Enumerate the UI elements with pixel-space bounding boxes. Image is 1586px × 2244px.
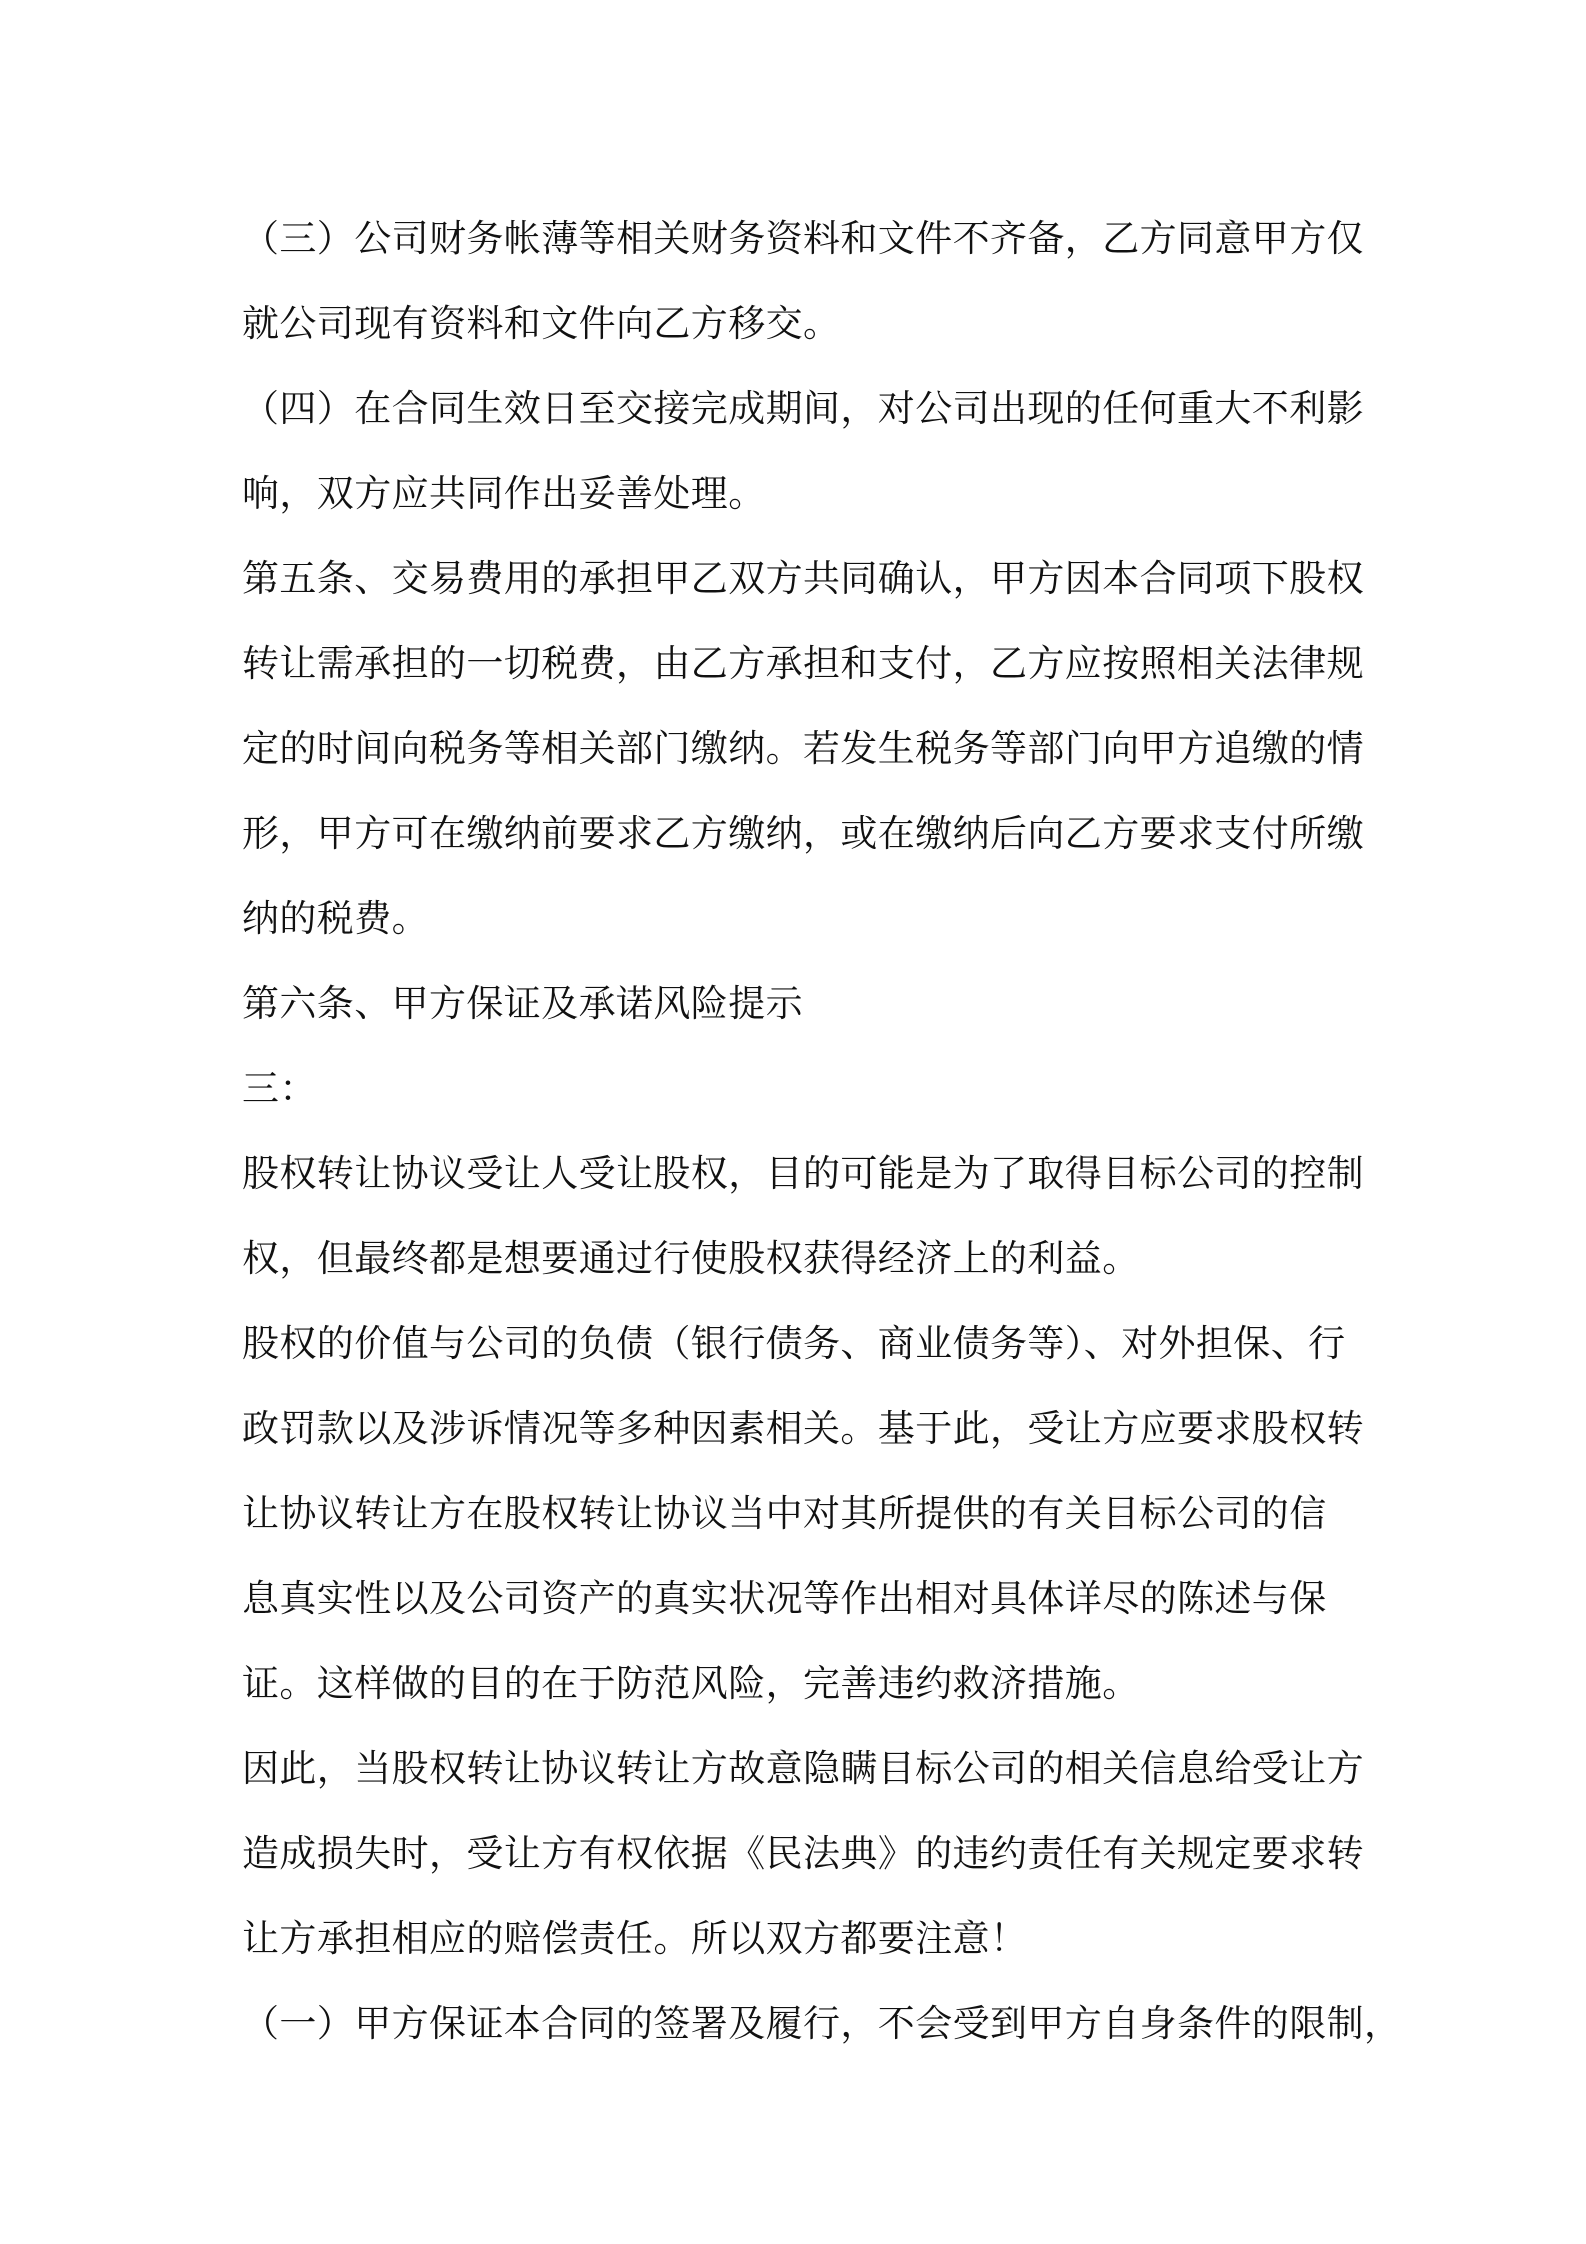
text-line: （三）公司财务帐薄等相关财务资料和文件不齐备，乙方同意甲方仅 [242, 217, 1364, 260]
text-line: （一）甲方保证本合同的签署及履行，不会受到甲方自身条件的限制， [242, 2002, 1402, 2045]
text-line: 政罚款以及涉诉情况等多种因素相关。基于此，受让方应要求股权转 [242, 1407, 1364, 1450]
section-heading: 第六条、甲方保证及承诺风险提示 [242, 982, 803, 1025]
text-line: （四）在合同生效日至交接完成期间，对公司出现的任何重大不利影 [242, 387, 1364, 430]
sub-heading: 三： [242, 1067, 317, 1110]
text-line: 第五条、交易费用的承担甲乙双方共同确认，甲方因本合同项下股权 [242, 557, 1364, 600]
text-line: 响，双方应共同作出妥善处理。 [242, 472, 766, 515]
text-line: 定的时间向税务等相关部门缴纳。若发生税务等部门向甲方追缴的情 [242, 727, 1364, 770]
text-line: 权，但最终都是想要通过行使股权获得经济上的利益。 [242, 1237, 1140, 1280]
text-line: 纳的税费。 [242, 897, 429, 940]
text-line: 让方承担相应的赔偿责任。所以双方都要注意！ [242, 1917, 1028, 1960]
text-line: 形，甲方可在缴纳前要求乙方缴纳，或在缴纳后向乙方要求支付所缴 [242, 812, 1364, 855]
text-line: 造成损失时，受让方有权依据《民法典》的违约责任有关规定要求转 [242, 1832, 1364, 1875]
text-line: 股权的价值与公司的负债（银行债务、商业债务等）、对外担保、行 [242, 1322, 1346, 1365]
text-line: 让协议转让方在股权转让协议当中对其所提供的有关目标公司的信 [242, 1492, 1327, 1535]
text-line: 证。这样做的目的在于防范风险，完善违约救济措施。 [242, 1662, 1140, 1705]
text-line: 股权转让协议受让人受让股权，目的可能是为了取得目标公司的控制 [242, 1152, 1364, 1195]
document-body [242, 196, 1402, 2066]
text-line: 因此，当股权转让协议转让方故意隐瞒目标公司的相关信息给受让方 [242, 1747, 1364, 1790]
text-line: 就公司现有资料和文件向乙方移交。 [242, 302, 841, 345]
text-line: 息真实性以及公司资产的真实状况等作出相对具体详尽的陈述与保 [242, 1577, 1327, 1620]
text-line: 转让需承担的一切税费，由乙方承担和支付，乙方应按照相关法律规 [242, 642, 1364, 685]
